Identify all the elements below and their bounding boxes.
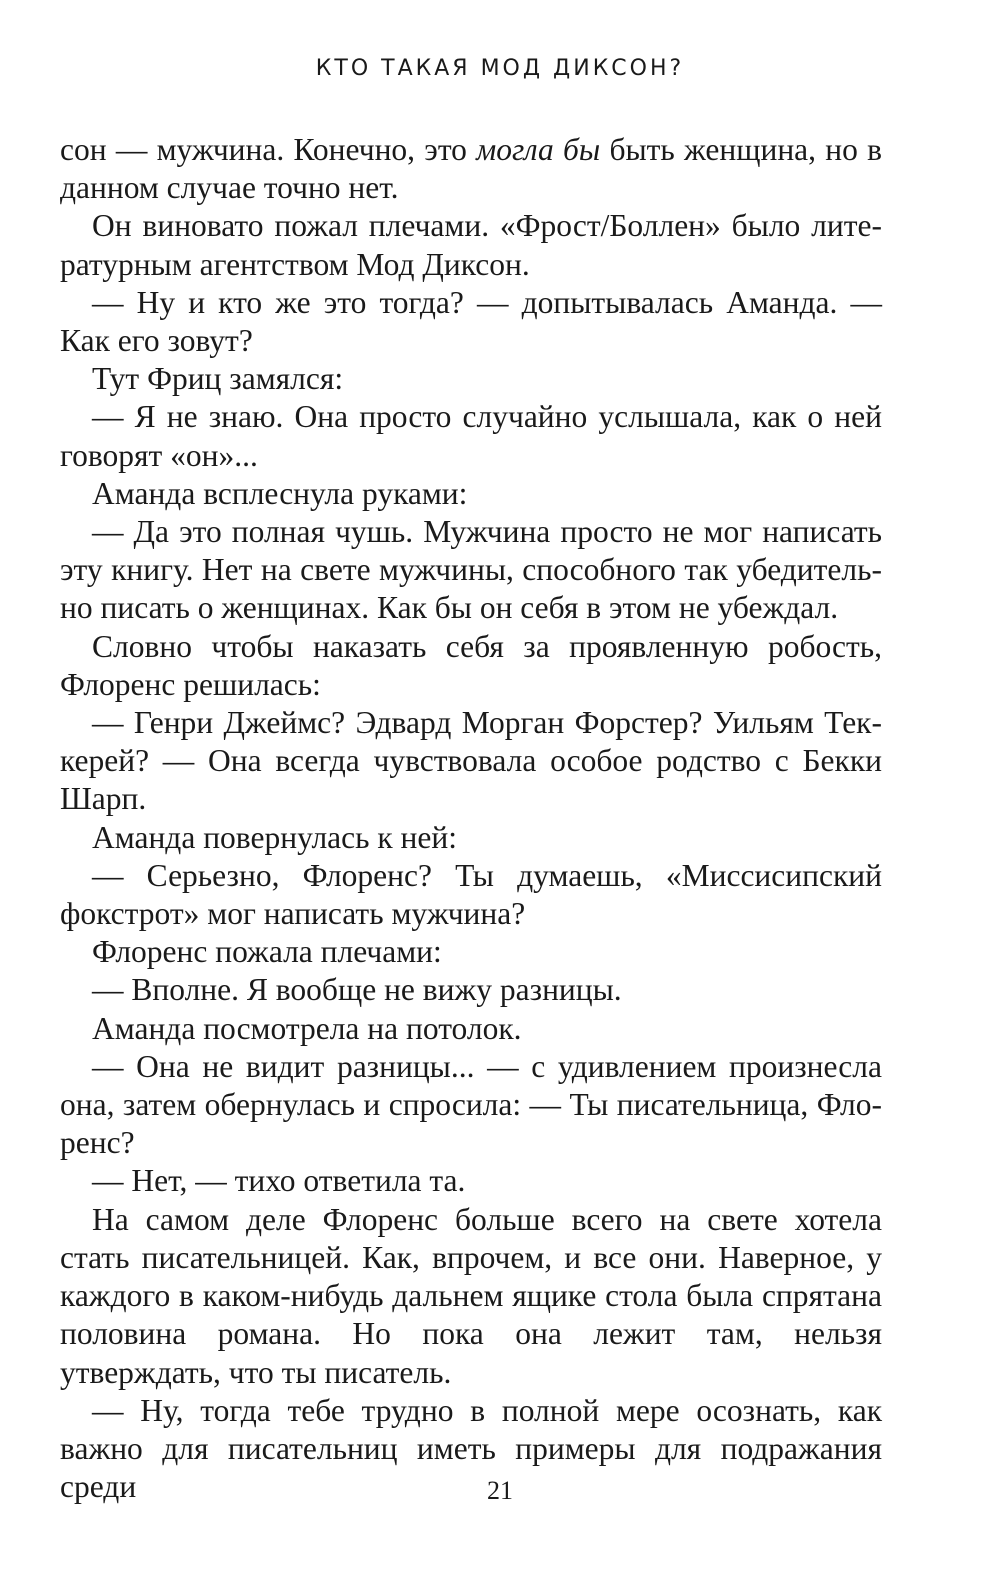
paragraph: — Она не видит разницы... — с удивлением произнесла она, затем обернулась и спросила: — Ты писательница, Флоренс? [60,1048,882,1161]
paragraph-text: быть женщина, но в данном случае точно нет. [60,132,882,206]
paragraph: Тут Фриц замялся: [92,361,344,397]
paragraph [60,131,882,207]
paragraph: Аманда посмотрела на потолок. [92,1010,522,1046]
paragraph: — Ну и кто же это тогда? — допытывалась Аманда. — Как его зовут? [60,284,882,359]
paragraph: — Генри Джеймс? Эдвард Морган Форстер? Уильям Теккерей? — Она всегда чувствовала особое родство с Бекки Шарп. [60,705,882,817]
paragraph: — Серьезно, Флоренс? Ты думаешь, «Миссисипский фокстрот» мог написать мужчина? [60,857,882,932]
paragraph: Словно чтобы наказать себя за проявленную робость, Флоренс решилась: [60,628,882,702]
paragraph: — Да это полная чушь. Мужчина просто не мог написать эту книгу. Нет на свете мужчины, способного так убедительно писать о женщинах. Как бы он себя в этом не убеждал. [60,514,882,626]
body-text [60,131,882,1506]
emphasized-text: могла бы [476,132,601,167]
paragraph: Аманда всплеснула руками: [92,475,468,511]
paragraph: — Вполне. Я вообще не вижу разницы. [92,972,622,1008]
paragraph: Аманда повернулась к ней: [92,819,457,855]
paragraph: Он виновато пожал плечами. «Фрост/Боллен» было литературным агентством Мод Диксон. [60,208,882,282]
paragraph: — Нет, — тихо ответила та. [92,1163,466,1199]
page-number: 21 [487,1476,513,1505]
paragraph-text: сон — мужчина. Конечно, это [60,132,477,167]
paragraph: — Ну, тогда тебе трудно в полной мере осознать, как важно для писательниц иметь примеры для подражания среди [60,1392,882,1505]
paragraph: Флоренс пожала плечами: [92,934,442,970]
running-head: КТО ТАКАЯ МОД ДИКСОН? [315,56,685,81]
paragraph: — Я не знаю. Она просто случайно услышала, как о ней говорят «он»... [60,399,882,473]
paragraph: На самом деле Флоренс больше всего на свете хотела стать писательницей. Как, впрочем, и все они. Наверное, у каждого в каком-нибудь дальнем ящике стола была спрятана половина романа. Но пока она лежит там, нельзя утверждать, что ты писатель. [60,1201,882,1390]
